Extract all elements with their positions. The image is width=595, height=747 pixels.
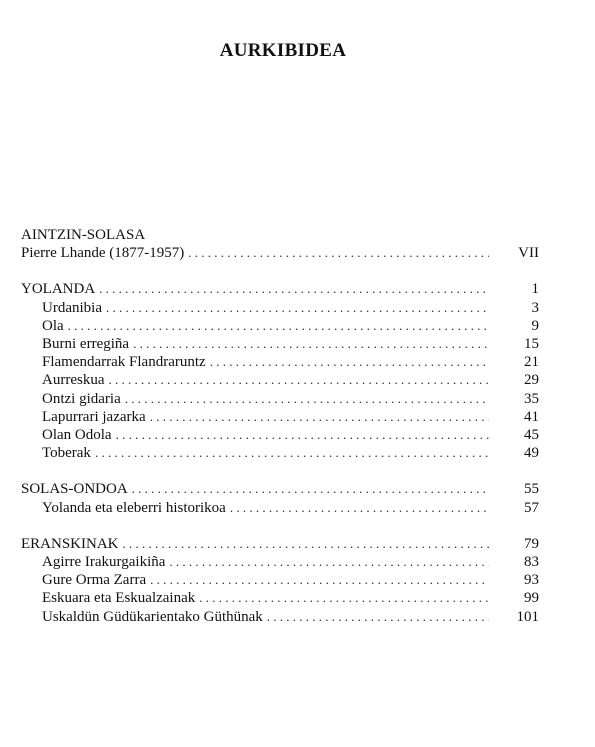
toc-entry-label: Gure Orma Zarra xyxy=(42,572,147,589)
toc-entry-page: 21 xyxy=(524,354,539,371)
toc-entry-label: Olan Odola xyxy=(42,427,112,444)
toc-entry xyxy=(21,408,539,426)
toc-entry-page: 35 xyxy=(524,390,539,407)
dot-leader xyxy=(188,244,489,262)
toc-entry-label: YOLANDA xyxy=(21,281,96,298)
toc-entry xyxy=(21,553,539,571)
dot-leader xyxy=(210,353,489,371)
toc-entry-label: Urdanibia xyxy=(42,299,102,316)
toc-entry-page: 1 xyxy=(531,281,539,298)
toc-entry-label: Lapurrari jazarka xyxy=(42,408,146,425)
toc-entry-page: 49 xyxy=(524,445,539,462)
toc-entry-page: 57 xyxy=(524,499,539,516)
toc-section-solas-ondoa xyxy=(21,480,539,516)
dot-leader xyxy=(132,480,489,498)
toc-entry xyxy=(21,608,539,626)
dot-leader xyxy=(108,371,489,389)
toc-entry xyxy=(21,317,539,335)
toc-entry-page: 45 xyxy=(524,427,539,444)
toc-entry-page: 29 xyxy=(524,372,539,389)
toc-entry xyxy=(21,353,539,371)
toc-section-aintzin-solasa xyxy=(21,226,539,262)
table-of-contents xyxy=(21,226,539,644)
dot-leader xyxy=(116,426,489,444)
toc-section-eranskinak xyxy=(21,535,539,626)
dot-leader xyxy=(169,553,489,571)
toc-entry-label: Pierre Lhande (1877-1957) xyxy=(21,245,185,262)
dot-leader xyxy=(99,280,489,298)
toc-section-yolanda xyxy=(21,280,539,462)
toc-entry-label: Eskuara eta Eskualzainak xyxy=(42,590,196,607)
toc-entry-label: Toberak xyxy=(42,445,91,462)
toc-entry-label: ERANSKINAK xyxy=(21,535,119,552)
dot-leader xyxy=(199,589,489,607)
page-title: AURKIBIDEA xyxy=(219,40,347,61)
toc-entry xyxy=(21,371,539,389)
toc-entry-label: Ontzi gidaria xyxy=(42,390,121,407)
toc-entry-page: 41 xyxy=(524,408,539,425)
toc-entry xyxy=(21,335,539,353)
toc-entry-label: Agirre Irakurgaikiña xyxy=(42,554,166,571)
toc-entry xyxy=(21,426,539,444)
toc-entry-page: 101 xyxy=(516,608,539,625)
dot-leader xyxy=(123,535,490,553)
toc-entry-label: Yolanda eta eleberri historikoa xyxy=(42,499,226,516)
toc-entry-page: 79 xyxy=(524,535,539,552)
dot-leader xyxy=(230,499,489,517)
dot-leader xyxy=(267,608,489,626)
toc-heading-entry xyxy=(21,535,539,553)
dot-leader xyxy=(95,444,489,462)
toc-entry xyxy=(21,589,539,607)
toc-entry-page: 93 xyxy=(524,572,539,589)
dot-leader xyxy=(106,299,489,317)
dot-leader xyxy=(68,317,489,335)
toc-entry-page: 9 xyxy=(531,317,539,334)
toc-entry-label: Flamendarrak Flandraruntz xyxy=(42,354,206,371)
dot-leader xyxy=(133,335,489,353)
toc-entry xyxy=(21,299,539,317)
toc-entry-label: Aurreskua xyxy=(42,372,105,389)
toc-heading-entry xyxy=(21,480,539,498)
toc-entry-page: 15 xyxy=(524,336,539,353)
toc-entry xyxy=(21,571,539,589)
toc-entry xyxy=(21,390,539,408)
dot-leader xyxy=(125,390,489,408)
toc-heading-entry xyxy=(21,280,539,298)
toc-entry-page: VII xyxy=(518,245,539,262)
section-heading: AINTZIN-SOLASA xyxy=(21,227,146,243)
toc-entry-label: Ola xyxy=(42,317,64,334)
toc-entry-page: 55 xyxy=(524,481,539,498)
toc-entry-page: 99 xyxy=(524,590,539,607)
toc-entry-page: 83 xyxy=(524,554,539,571)
dot-leader xyxy=(150,408,489,426)
toc-entry-page: 3 xyxy=(531,299,539,316)
dot-leader xyxy=(150,571,489,589)
toc-entry-label: Burni erregiña xyxy=(42,336,130,353)
toc-entry xyxy=(21,244,539,262)
toc-entry-label: Uskaldün Güdükarientako Güthünak xyxy=(42,608,263,625)
toc-entry xyxy=(21,444,539,462)
toc-entry xyxy=(21,499,539,517)
toc-entry-label: SOLAS-ONDOA xyxy=(21,481,128,498)
